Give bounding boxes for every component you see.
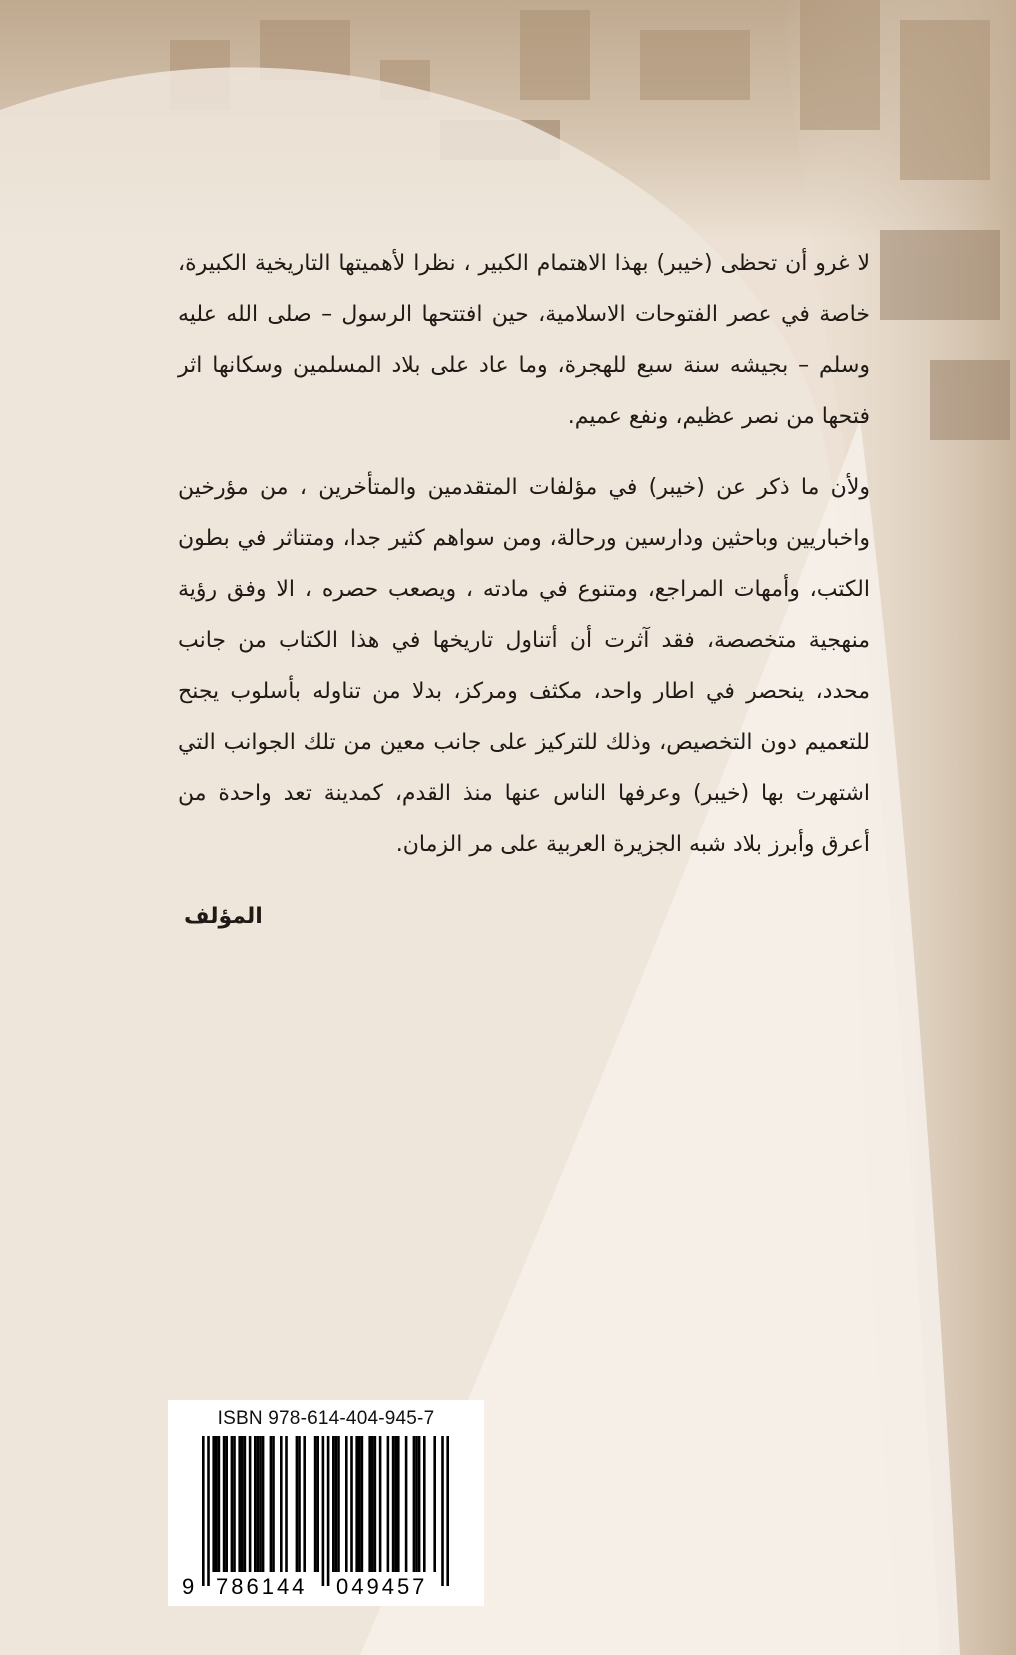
barcode-bar: [337, 1436, 340, 1572]
barcode-bar: [441, 1436, 444, 1586]
barcode-bar: [322, 1436, 325, 1586]
barcode-bar: [446, 1436, 449, 1586]
barcode-bar: [394, 1436, 397, 1572]
barcode-bar: [345, 1436, 348, 1572]
barcode-bar: [314, 1436, 317, 1572]
author-signature: المؤلف: [184, 904, 263, 929]
blurb-text: [178, 238, 870, 890]
barcode-bar: [423, 1436, 426, 1572]
barcode-bar: [316, 1436, 319, 1572]
barcode-bar: [374, 1436, 377, 1572]
barcode-bar: [392, 1436, 395, 1572]
barcode-bar: [332, 1436, 335, 1572]
barcode-bar: [233, 1436, 236, 1572]
barcode-bar: [368, 1436, 371, 1572]
barcode-bar: [335, 1436, 338, 1572]
barcode-bar: [415, 1436, 418, 1572]
barcode-first-digit: 9: [182, 1574, 195, 1599]
barcode-bar: [405, 1436, 408, 1572]
barcode-bar: [212, 1436, 215, 1572]
barcode-bar: [207, 1436, 210, 1586]
barcode-bar: [270, 1436, 273, 1572]
barcode-bar: [413, 1436, 416, 1572]
barcode-bar: [296, 1436, 299, 1572]
barcode-bar: [218, 1436, 221, 1572]
barcode-bar: [303, 1436, 306, 1572]
isbn-label: ISBN 978-614-404-945-7: [217, 1408, 435, 1429]
barcode-bar: [231, 1436, 234, 1572]
barcode-bar: [272, 1436, 275, 1572]
barcode-bar: [355, 1436, 358, 1572]
barcode-bar: [225, 1436, 228, 1572]
barcode-bar: [327, 1436, 330, 1586]
barcode-bar: [280, 1436, 283, 1572]
barcode-bar: [371, 1436, 374, 1572]
barcode-bar: [223, 1436, 226, 1572]
barcode-image: [176, 1436, 476, 1600]
barcode-bar: [285, 1436, 288, 1572]
barcode-bar: [215, 1436, 218, 1572]
barcode-bar: [259, 1436, 262, 1572]
barcode-bar: [202, 1436, 205, 1586]
barcode-bar: [418, 1436, 421, 1572]
barcode-bar: [249, 1436, 252, 1572]
blurb-paragraph-2: ولأن ما ذكر عن (خيبر) في مؤلفات المتقدمين والمتأخرين ، من مؤرخين واخباريين وباحثين ودارسين ورحالة، ومن سواهم كثير جدا، ومتناثر في بطون الكتب، وأمهات المراجع، ومتنوع في مادته ، ويصعب حصره ، الا وفق رؤية منهجية متخصصة، فقد آثرت أن أتناول تاريخها في هذا الكتاب من جانب محدد، ينحصر في اطار واحد، مكثف ومركز، بدلا من تناوله بأسلوب يجنح للتعميم دون التخصيص، وذلك للتركيز على جانب معين من تلك الجوانب التي اشتهرت بها (خيبر) وعرفها الناس عنها منذ القدم، كمدينة تعد واحدة من أعرق وأبرز بلاد شبه الجزيرة العربية على مر الزمان.: [178, 475, 870, 857]
isbn-barcode: [168, 1400, 484, 1606]
barcode-bar: [350, 1436, 353, 1572]
barcode-bar: [257, 1436, 260, 1572]
barcode-bar: [244, 1436, 247, 1572]
barcode-bar: [361, 1436, 364, 1572]
barcode-bar: [238, 1436, 241, 1572]
barcode-bar: [397, 1436, 400, 1572]
barcode-right-digits: 049457: [336, 1574, 428, 1599]
barcode-bar: [379, 1436, 382, 1572]
blurb-paragraph-1: لا غرو أن تحظى (خيبر) بهذا الاهتمام الكبير ، نظرا لأهميتها التاريخية الكبيرة، خاصة في عصر الفتوحات الاسلامية، حين افتتحها الرسول – صلى الله عليه وسلم – بجيشه سنة سبع للهجرة، وما عاد على بلاد المسلمين وسكانها اثر فتحها من نصر عظيم، ونفع عميم.: [178, 251, 870, 429]
barcode-bar: [254, 1436, 257, 1572]
barcode-left-digits: 786144: [216, 1574, 308, 1599]
barcode-bar: [241, 1436, 244, 1572]
barcode-bar: [358, 1436, 361, 1572]
barcode-bar: [298, 1436, 301, 1572]
barcode-bar: [262, 1436, 265, 1572]
barcode-bar: [387, 1436, 390, 1572]
barcode-bar: [433, 1436, 436, 1572]
